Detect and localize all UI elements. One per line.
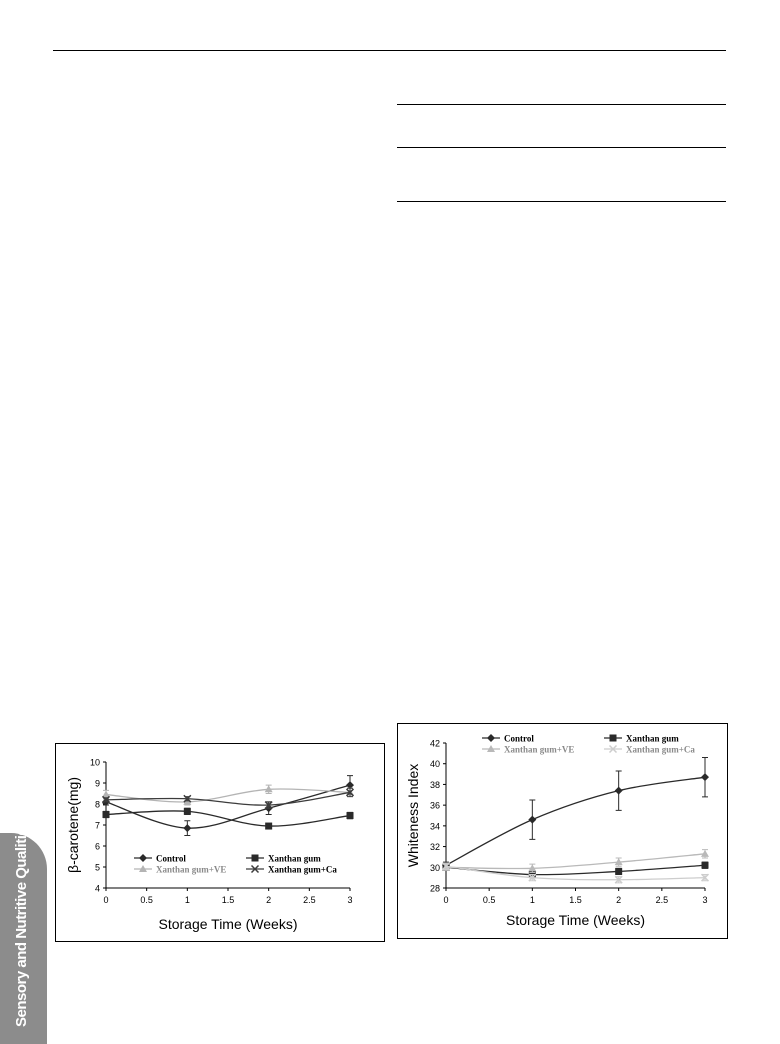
x-tick-label: 2.5 [303, 895, 316, 905]
legend-label: Xanthan gum+VE [504, 744, 575, 755]
data-point [702, 862, 709, 869]
y-tick-label: 32 [429, 842, 440, 853]
y-tick-label: 6 [94, 841, 100, 852]
beta-carotene-chart-frame [55, 743, 385, 942]
y-tick-label: 38 [429, 779, 440, 790]
data-point [183, 824, 191, 832]
y-tick-label: 40 [429, 759, 440, 770]
series-line [106, 811, 350, 826]
x-tick-label: 3 [702, 895, 708, 905]
legend-marker [139, 854, 147, 862]
y-tick-label: 28 [429, 883, 440, 894]
x-tick-label: 2 [266, 895, 272, 905]
series-line [446, 854, 705, 869]
y-tick-label: 42 [429, 738, 440, 749]
legend-marker [487, 734, 495, 742]
series-line [446, 865, 705, 874]
x-tick-label: 1 [529, 895, 535, 905]
legend-label: Xanthan gum+VE [156, 864, 227, 875]
y-tick-label: 7 [94, 820, 100, 831]
beta-carotene-chart [56, 744, 384, 941]
data-point [347, 812, 354, 819]
whiteness-index-chart [398, 724, 727, 938]
x-tick-label: 1 [184, 895, 190, 905]
x-tick-label: 2.5 [655, 895, 669, 905]
y-tick-label: 30 [429, 862, 440, 873]
x-axis-label: Storage Time (Weeks) [505, 912, 646, 928]
legend-label: Xanthan gum+Ca [268, 864, 337, 875]
legend-label: Xanthan gum+Ca [626, 744, 695, 755]
table-bottom-rule [397, 201, 726, 202]
x-tick-label: 2 [616, 895, 622, 905]
y-tick-label: 10 [89, 757, 100, 768]
table-header-rule [397, 147, 726, 148]
x-tick-label: 0.5 [482, 895, 496, 905]
y-axis-label: β-carotene(mg) [65, 777, 81, 873]
y-tick-label: 34 [429, 821, 440, 832]
side-tab-label: Sensory and Nutritive Qualities of Food [13, 764, 30, 1027]
x-axis-label: Storage Time (Weeks) [158, 916, 298, 932]
page-header-rule [53, 50, 726, 51]
y-tick-label: 4 [94, 883, 100, 894]
x-tick-label: 3 [347, 895, 353, 905]
y-tick-label: 36 [429, 800, 440, 811]
x-tick-label: 0.5 [140, 895, 153, 905]
x-tick-label: 1.5 [221, 895, 235, 905]
data-point [615, 868, 622, 875]
data-point [615, 787, 623, 795]
legend-label: Xanthan gum [626, 733, 679, 744]
y-tick-label: 9 [94, 778, 100, 789]
legend-marker [610, 735, 617, 742]
series-line [106, 792, 350, 805]
data-point [103, 811, 110, 818]
y-axis-label: Whiteness Index [405, 763, 421, 868]
data-point [184, 808, 191, 815]
y-tick-label: 8 [94, 799, 100, 810]
legend-label: Control [504, 733, 534, 744]
data-point [528, 816, 536, 824]
x-tick-label: 0 [103, 895, 109, 905]
legend-label: Control [156, 853, 186, 864]
table-top-rule [397, 104, 726, 105]
legend-marker [252, 855, 259, 862]
x-tick-label: 1.5 [569, 895, 582, 905]
y-tick-label: 5 [94, 862, 100, 873]
whiteness-index-chart-frame [397, 723, 728, 939]
data-point [701, 850, 709, 857]
data-point [265, 823, 272, 830]
legend-label: Xanthan gum [268, 853, 321, 864]
data-point [701, 773, 709, 781]
x-tick-label: 0 [443, 895, 449, 905]
series-line [446, 777, 705, 865]
